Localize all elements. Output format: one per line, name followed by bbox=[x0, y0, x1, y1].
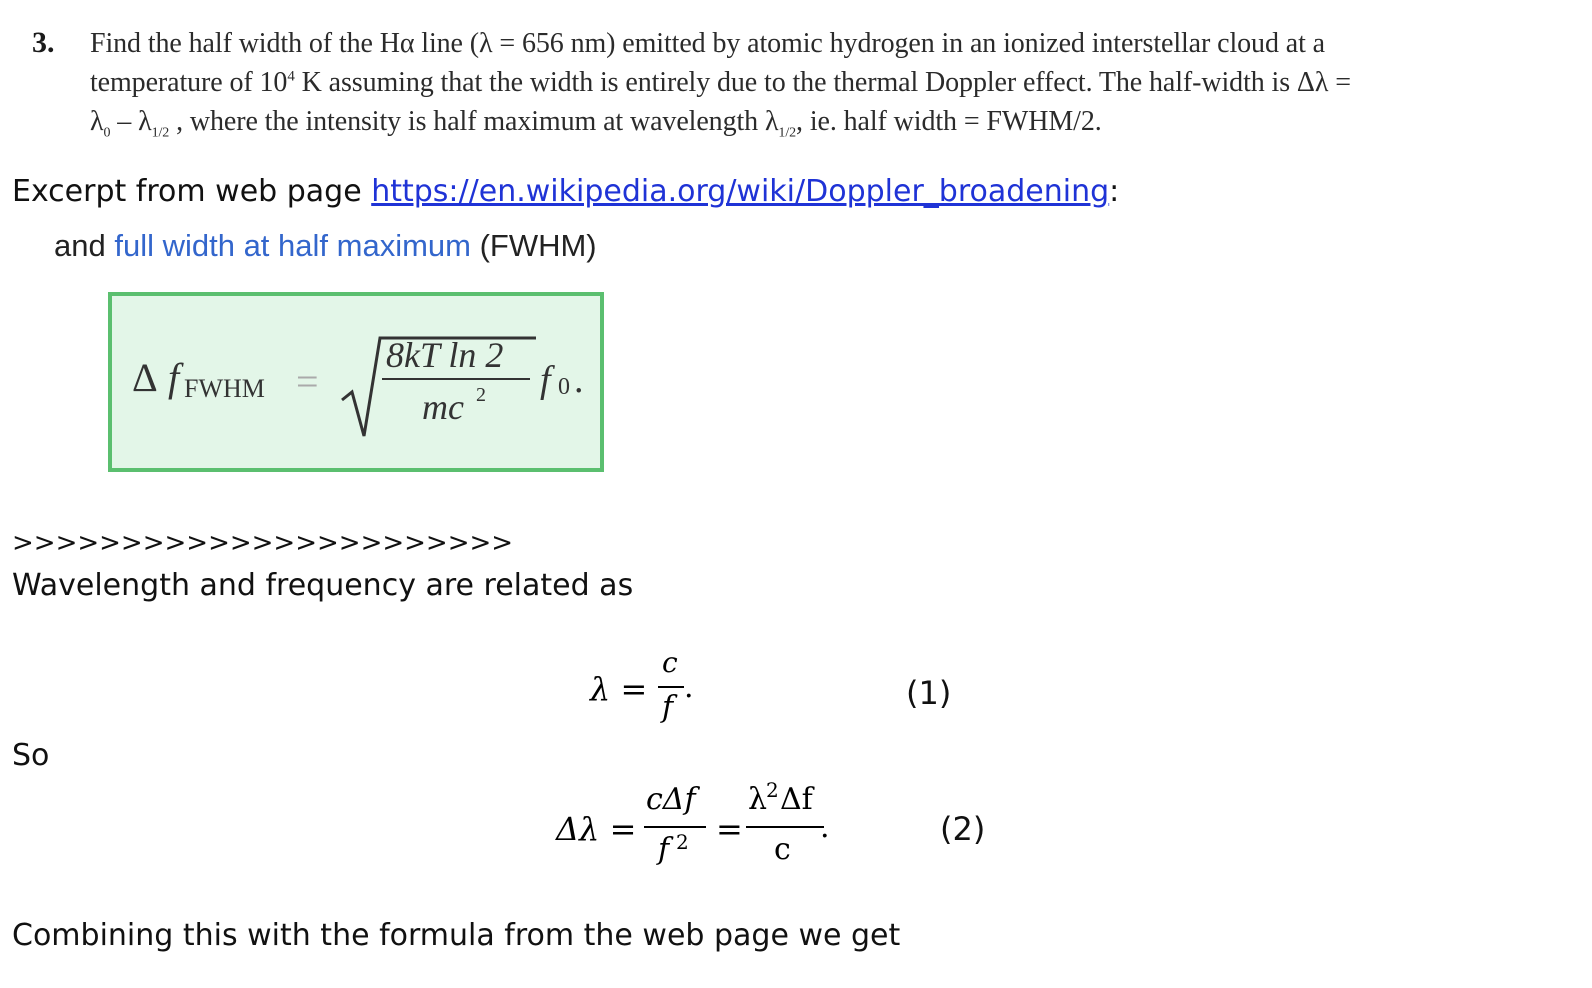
problem-line-2-post: K assuming that the width is entirely due to the thermal Doppler effect. The half-width is Δλ = bbox=[294, 67, 1351, 98]
wiki-excerpt-line bbox=[54, 228, 597, 264]
formula-denominator-sup: 2 bbox=[476, 384, 486, 406]
eq2-den1: f bbox=[658, 832, 670, 867]
wiki-abbr: (FWHM) bbox=[470, 228, 597, 263]
fwhm-wiki-link[interactable]: full width at half maximum bbox=[114, 228, 471, 263]
problem-line-2-pre: temperature of 10 bbox=[90, 67, 288, 98]
separator: >>>>>>>>>>>>>>>>>>>>>>> bbox=[12, 528, 514, 558]
problem-line-3-end: , ie. half width = FWHM/2. bbox=[796, 106, 1102, 137]
problem-exponent: 4 bbox=[287, 68, 295, 85]
formula-f: f bbox=[168, 355, 180, 400]
so-text: So bbox=[12, 738, 50, 773]
wavelength-text: Wavelength and frequency are related as bbox=[12, 568, 634, 603]
problem-line-2 bbox=[90, 67, 1351, 99]
wiki-and: and bbox=[54, 228, 115, 263]
formula-f0: f bbox=[540, 359, 551, 401]
formula-period: . bbox=[574, 359, 584, 401]
eq1-fraction-bar bbox=[658, 686, 684, 688]
excerpt-line bbox=[12, 174, 1119, 209]
eq2-den1-sup: 2 bbox=[676, 830, 689, 854]
problem-line-3 bbox=[90, 106, 1102, 142]
eq2-fraction-bar-2 bbox=[746, 826, 824, 828]
eq2-num2-lambda: λ bbox=[748, 782, 768, 817]
formula-delta: Δ bbox=[132, 355, 158, 400]
excerpt-prefix: Excerpt from web page bbox=[12, 174, 372, 209]
equation-2 bbox=[550, 776, 850, 886]
eq1-lhs: λ = bbox=[590, 670, 648, 708]
eq2-num2-sup: 2 bbox=[766, 778, 779, 802]
excerpt-suffix: : bbox=[1109, 174, 1120, 209]
eq1-number: (1) bbox=[906, 674, 952, 712]
lambda-half-sub: 1/2 bbox=[151, 125, 170, 141]
combining-text: Combining this with the formula from the web page we get bbox=[12, 918, 901, 953]
eq2-lhs: Δλ = bbox=[556, 810, 637, 848]
fwhm-formula-box bbox=[108, 292, 604, 472]
eq2-fraction-bar-1 bbox=[644, 826, 706, 828]
problem-line-1-text: Find the half width of the Hα line (λ = 656 nm) emitted by atomic hydrogen in an ionized interstellar cloud at a bbox=[90, 28, 1325, 59]
eq2-number: (2) bbox=[940, 810, 986, 848]
eq2-num1: cΔf bbox=[646, 782, 696, 817]
eq1-dot: . bbox=[684, 670, 694, 705]
formula-fwhm-sub: FWHM bbox=[184, 374, 265, 403]
problem-number: 3. bbox=[32, 26, 55, 59]
lambda-half-sub-2: 1/2 bbox=[778, 125, 797, 141]
eq1-denominator: f bbox=[662, 690, 674, 725]
formula-fraction-bar bbox=[382, 378, 530, 380]
lambda-0-sub: 0 bbox=[103, 125, 111, 141]
equation-1 bbox=[580, 640, 720, 740]
eq2-den2: c bbox=[774, 832, 791, 867]
problem-line-1 bbox=[90, 28, 1325, 60]
eq2-dot: . bbox=[820, 810, 830, 845]
formula-numerator: 8kT ln 2 bbox=[386, 335, 504, 375]
formula-f0-sub: 0 bbox=[558, 374, 570, 400]
formula-equals: = bbox=[296, 359, 319, 404]
eq2-num2-deltaf: Δf bbox=[780, 782, 813, 817]
lambda-half: – λ bbox=[110, 106, 152, 137]
lambda-0: λ bbox=[90, 106, 104, 137]
eq2-equals: = bbox=[716, 810, 743, 848]
formula-denominator: mc bbox=[422, 387, 464, 427]
wikipedia-link[interactable]: https://en.wikipedia.org/wiki/Doppler_broadening bbox=[371, 174, 1110, 209]
problem-line-3-mid: , where the intensity is half maximum at wavelength λ bbox=[169, 106, 779, 137]
eq1-numerator: c bbox=[662, 646, 678, 679]
